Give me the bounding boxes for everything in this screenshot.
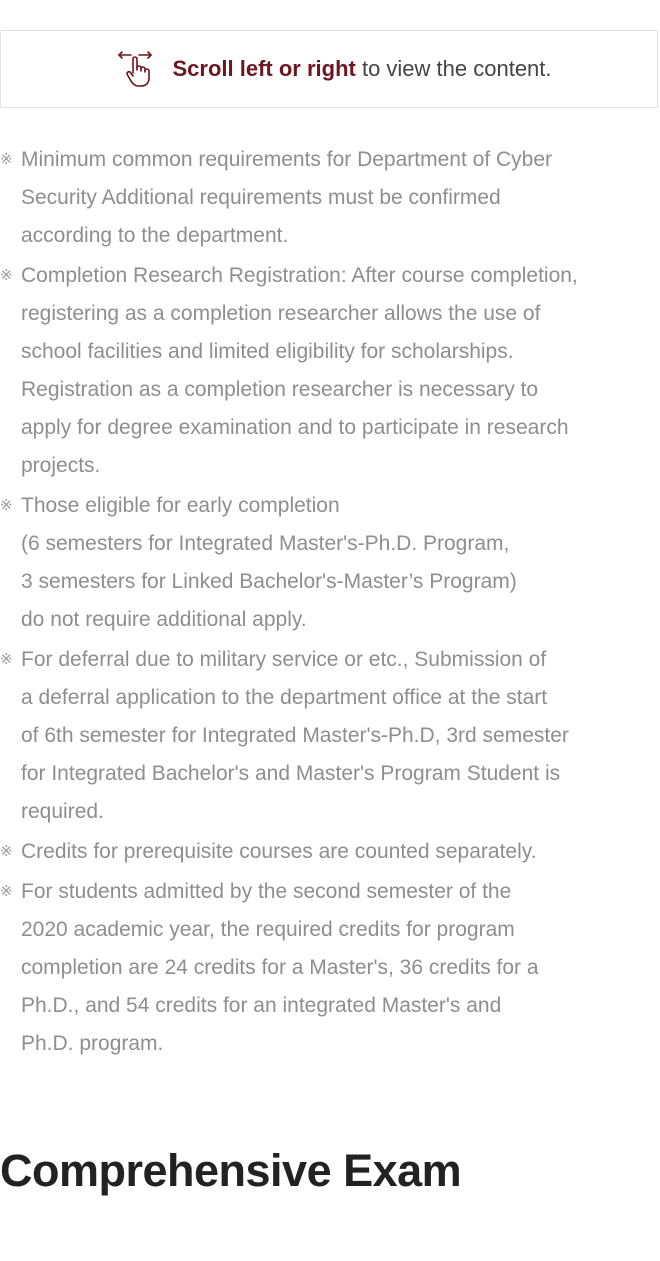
note-line: do not require additional apply. — [21, 608, 307, 631]
note-line: Registration as a completion researcher is necessary to — [21, 378, 539, 401]
requirements-notes-list — [0, 141, 660, 1065]
note-line: 2020 academic year, the required credits for program — [21, 918, 515, 941]
note-line: for Integrated Bachelor's and Master's Program Student is — [21, 762, 561, 785]
note-line: registering as a completion researcher allows the use of — [21, 302, 541, 325]
note-line: Minimum common requirements for Department of Cyber — [21, 148, 553, 171]
note-item — [0, 641, 660, 831]
note-marker: ※ — [0, 267, 13, 284]
scroll-hint-strong: Scroll left or right — [172, 56, 356, 81]
note-item — [0, 833, 660, 871]
note-marker: ※ — [0, 651, 13, 668]
note-line: 3 semesters for Linked Bachelor's-Master’s Program) — [21, 570, 517, 593]
note-item — [0, 141, 660, 255]
note-line: For students admitted by the second semester of the — [21, 880, 512, 903]
note-item — [0, 873, 660, 1063]
note-line: Ph.D. program. — [21, 1032, 164, 1055]
scroll-hint-banner — [0, 30, 658, 108]
scroll-hint-rest: to view the content. — [355, 56, 552, 81]
note-line: Ph.D., and 54 credits for an integrated Master's and — [21, 994, 502, 1017]
note-line: For deferral due to military service or etc., Submission of — [21, 648, 547, 671]
note-line: Security Additional requirements must be confirmed — [21, 186, 501, 209]
note-line: of 6th semester for Integrated Master's-Ph.D, 3rd semester — [21, 724, 569, 747]
note-marker: ※ — [0, 843, 13, 860]
note-line: (6 semesters for Integrated Master's-Ph.D. Program, — [21, 532, 510, 555]
note-marker: ※ — [0, 151, 13, 168]
note-line: a deferral application to the department office at the start — [21, 686, 548, 709]
note-line: according to the department. — [21, 224, 289, 247]
note-line: projects. — [21, 454, 101, 477]
note-line: completion are 24 credits for a Master's, 36 credits for a — [21, 956, 539, 979]
note-line: Completion Research Registration: After course completion, — [21, 264, 578, 287]
note-line: required. — [21, 800, 104, 823]
note-marker: ※ — [0, 497, 13, 514]
note-line: school facilities and limited eligibility for scholarships. — [21, 340, 514, 363]
note-item — [0, 487, 660, 639]
scroll-hint-text — [172, 56, 551, 82]
section-title: Comprehensive Exam — [0, 1145, 462, 1196]
note-line: apply for degree examination and to participate in research — [21, 416, 569, 439]
note-item — [0, 257, 660, 485]
note-line: Those eligible for early completion — [21, 494, 340, 517]
note-line: Credits for prerequisite courses are counted separately. — [21, 840, 537, 863]
hand-swipe-icon — [116, 49, 156, 89]
note-marker: ※ — [0, 883, 13, 900]
